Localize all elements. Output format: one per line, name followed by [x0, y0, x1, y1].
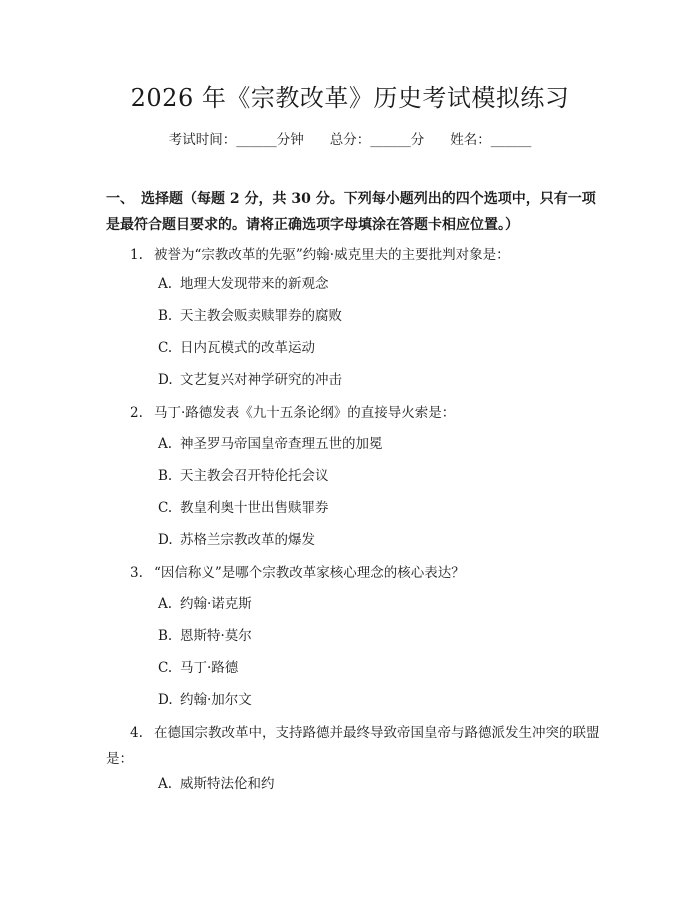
question-3 [106, 560, 606, 586]
exam-time-field: 考试时间：______分钟 [168, 132, 304, 148]
option-4a [158, 772, 598, 796]
option-letter: A. [158, 776, 173, 792]
option-text: 神圣罗马帝国皇帝查理五世的加冕 [180, 436, 383, 452]
option-letter: D. [158, 532, 173, 548]
option-3c [158, 656, 598, 680]
option-2a [158, 432, 598, 456]
question-number: 3. [130, 565, 143, 581]
question-4 [106, 720, 606, 772]
option-2b [158, 464, 598, 488]
option-letter: A. [158, 436, 173, 452]
option-1b [158, 304, 598, 328]
question-number: 2. [130, 405, 143, 421]
question-text: 在德国宗教改革中，支持路德并最终导致帝国皇帝与路德派发生冲突的联盟是： [106, 725, 600, 767]
option-text: 地理大发现带来的新观念 [180, 276, 329, 292]
question-2 [106, 400, 606, 426]
option-letter: C. [158, 660, 173, 676]
option-text: 马丁·路德 [180, 660, 239, 676]
question-number: 4. [130, 725, 143, 741]
total-score-field: 总分：______分 [329, 132, 425, 148]
option-letter: B. [158, 468, 173, 484]
question-text: 马丁·路德发表《九十五条论纲》的直接导火索是： [154, 405, 456, 421]
option-letter: A. [158, 276, 173, 292]
option-text: 恩斯特·莫尔 [180, 628, 252, 644]
question-text: 被誉为“宗教改革的先驱”约翰·威克里夫的主要批判对象是： [154, 247, 510, 263]
section-heading: 一、 选择题（每题 2 分，共 30 分。下列每小题列出的四个选项中，只有一项是最符合题目要求的。请将正确选项字母填涂在答题卡相应位置。） [106, 191, 596, 233]
page-title: 2026 年《宗教改革》历史考试模拟练习 [130, 84, 570, 112]
option-text: 约翰·诺克斯 [180, 596, 252, 612]
option-text: 威斯特法伦和约 [180, 776, 275, 792]
option-3d [158, 688, 598, 712]
option-text: 约翰·加尔文 [180, 692, 252, 708]
option-text: 日内瓦模式的改革运动 [180, 340, 315, 356]
question-1 [106, 242, 606, 268]
option-letter: B. [158, 308, 173, 324]
option-letter: C. [158, 500, 173, 516]
student-name-field: 姓名：______ [450, 132, 532, 148]
option-2d [158, 528, 598, 552]
option-letter: C. [158, 340, 173, 356]
option-1d [158, 368, 598, 392]
option-text: 苏格兰宗教改革的爆发 [180, 532, 315, 548]
option-letter: D. [158, 692, 173, 708]
option-letter: B. [158, 628, 173, 644]
option-text: 天主教会召开特伦托会议 [180, 468, 329, 484]
option-text: 天主教会贩卖赎罪券的腐败 [180, 308, 342, 324]
option-2c [158, 496, 598, 520]
option-text: 教皇利奥十世出售赎罪券 [180, 500, 329, 516]
option-1c [158, 336, 598, 360]
option-3b [158, 624, 598, 648]
exam-info-line [0, 128, 700, 152]
option-letter: A. [158, 596, 173, 612]
option-letter: D. [158, 372, 173, 388]
question-text: “因信称义”是哪个宗教改革家核心理念的核心表达？ [154, 565, 465, 581]
option-3a [158, 592, 598, 616]
option-text: 文艺复兴对神学研究的冲击 [180, 372, 342, 388]
option-1a [158, 272, 598, 296]
question-number: 1. [130, 247, 143, 263]
